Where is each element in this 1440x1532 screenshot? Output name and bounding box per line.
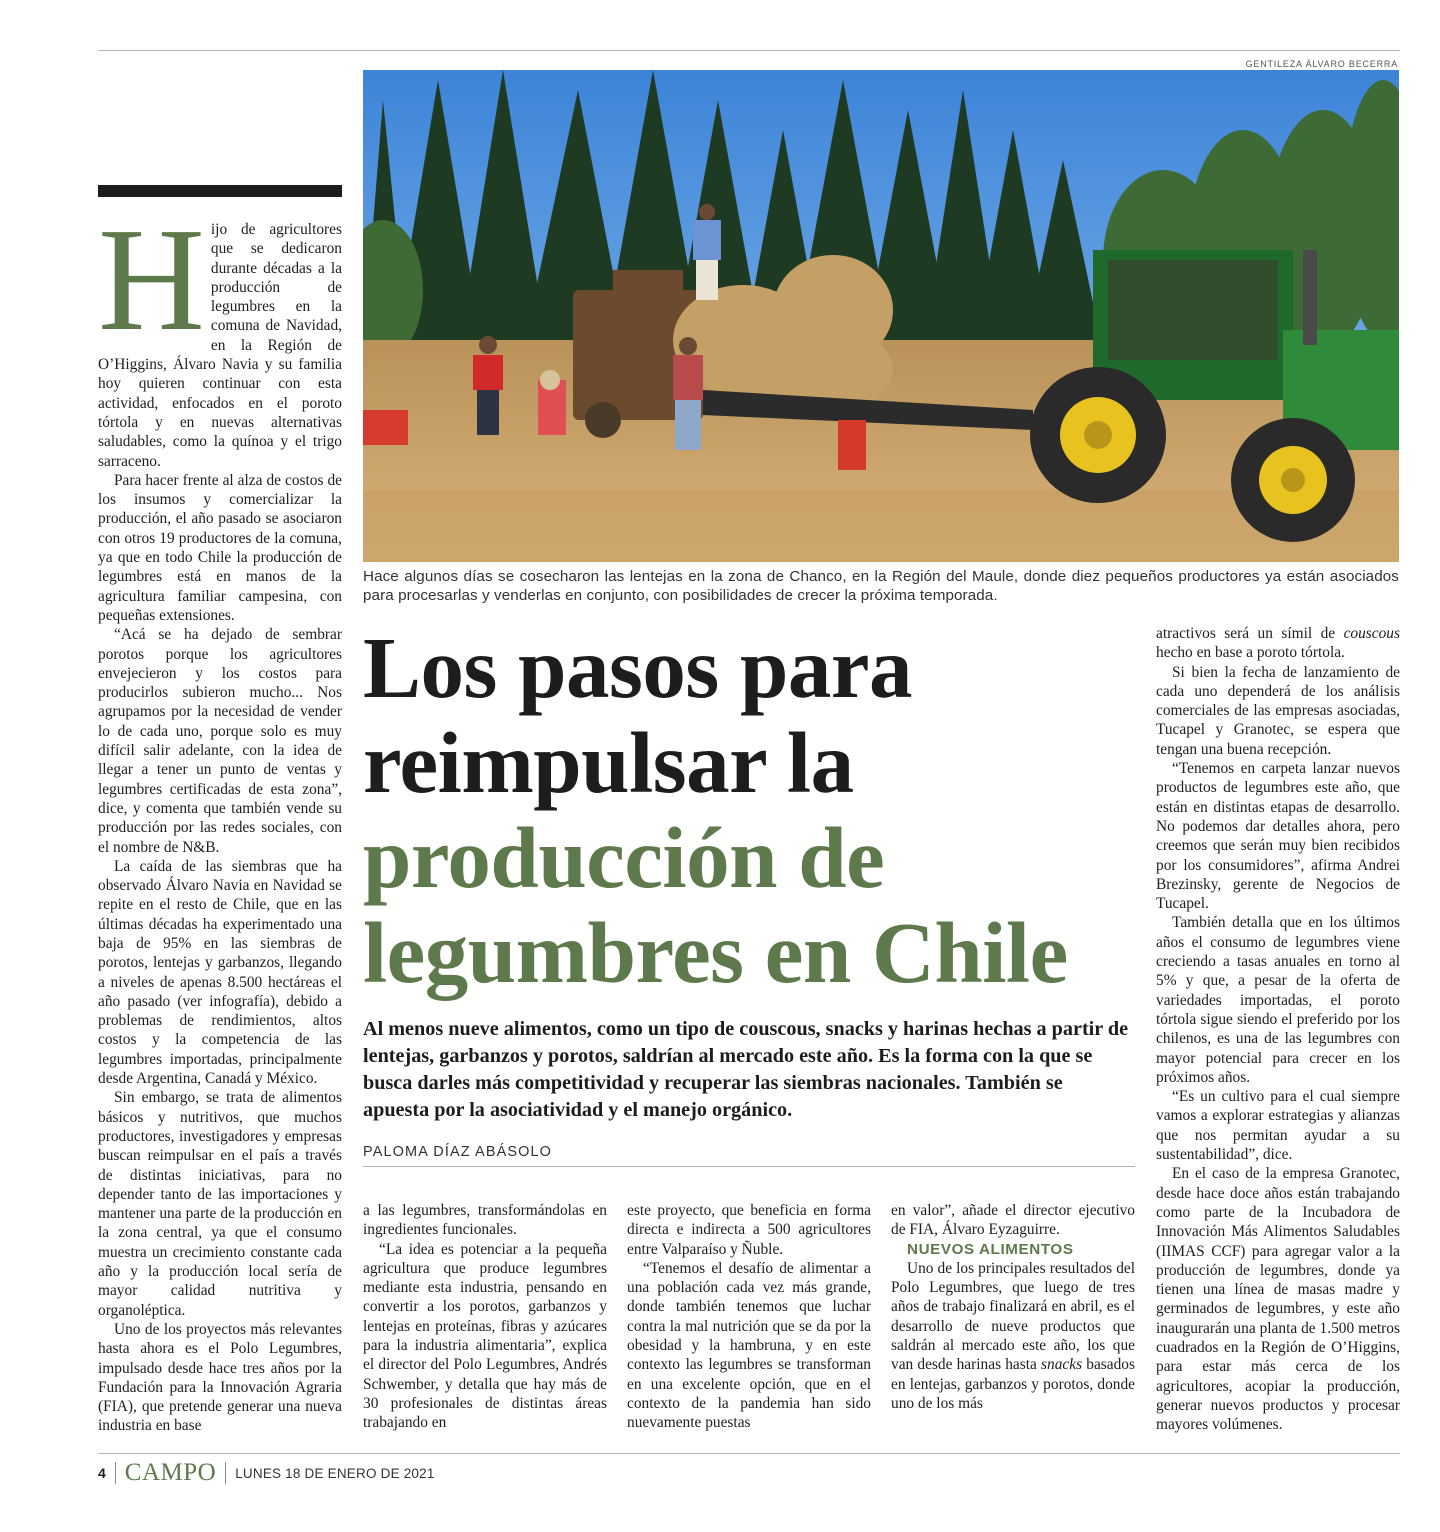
- paragraph: Uno de los proyectos más relevantes hasta ahora es el Polo Legumbres, impulsado desde hace tres años por la Fundación para la Innovación Agraria (FIA), que pretende generar una nueva industria en base: [98, 1320, 342, 1435]
- paragraph: a las legumbres, transformándolas en ingredientes funcionales.: [363, 1202, 607, 1239]
- paragraph: Sin embargo, se trata de alimentos básicos y nutritivos, que muchos productores, investigadores y empresas buscan reimpulsar en el país a través de distintas iniciativas, para no depender tanto de las importaciones y mantener una parte de la producción en la zona central, ya que el consumo muestra un crecimiento constante cada año y la producción local sería de mayor calidad nutritiva y organoléptica.: [98, 1089, 342, 1319]
- headline-line-3: producción de: [363, 809, 885, 906]
- photo-credit: GENTILEZA ÁLVARO BECERRA: [1245, 59, 1398, 69]
- headline-line-2: reimpulsar la: [363, 714, 854, 811]
- article-column-2: [363, 1201, 607, 1433]
- article-column-3: [627, 1201, 871, 1433]
- text-run: Uno de los principales resultados del Polo Legumbres, que luego de tres años de trabajo finalizará en abril, es el desarrollo de nueve productos que saldrán al mercado este año, los que van desde harinas hasta: [891, 1259, 1135, 1374]
- article-column-4: [891, 1201, 1135, 1413]
- paragraph: Si bien la fecha de lanzamiento de cada uno dependerá de los análisis comerciales de las empresas asociadas, Tucapel y Granotec, se espera que tengan una buena recepción.: [1156, 663, 1400, 758]
- paragraph: En el caso de la empresa Granotec, desde hace doce años están trabajando como parte de la Incubadora de Innovación Más Alimentos Saludables (IIMAS CCF) para agregar valor a la producción de legumbres, donde ya tienen una línea de masas madre y germinados de legumbres, y este año inaugurarán una planta de 1.500 metros cuadrados en la Región de O’Higgins, para estar más cerca de los agricultores, acopiar la producción, generar nuevos productos y procesar mayores volúmenes.: [1156, 1165, 1400, 1434]
- subhead: NUEVOS ALIMENTOS: [907, 1240, 1074, 1258]
- issue-date: LUNES 18 DE ENERO DE 2021: [235, 1465, 435, 1481]
- drop-cap: H: [98, 198, 205, 362]
- top-rule: [98, 50, 1400, 51]
- paragraph: La caída de las siembras que ha observado Álvaro Navia en Navidad se repite en el resto de Chile, que en las últimas décadas ha experimentado una baja de 95% en las siembras de porotos, lentejas y garbanzos, llegando a niveles de apenas 8.500 hectáreas el año pasado (ver infografía), debido a problemas de rendimientos, altos costos y la competencia de las legumbres importadas, principalmente desde Argentina, Canadá y México.: [98, 857, 342, 1088]
- text-run: hecho en base a poroto tórtola.: [1156, 644, 1345, 662]
- footer-rule: [98, 1453, 1400, 1454]
- paragraph: “La idea es potenciar a la pequeña agricultura que produce legumbres mediante esta industria, pensando en convertir a los porotos, garbanzos y lentejas en proteínas, fibras y azúcares para la industria alimentaria”, explica el director del Polo Legumbres, Andrés Schwember, y detalla que hay más de 30 profesionales de distintas áreas trabajando en: [363, 1240, 607, 1432]
- paragraph: [1156, 624, 1400, 663]
- text-run: atractivos será un símil de: [1156, 625, 1344, 642]
- deck-summary: Al menos nueve alimentos, como un tipo de couscous, snacks y harinas hechas a partir de lentejas, garbanzos y porotos, saldrían al mercado este año. Es la forma con la que se busca darles más competitividad y recuperar las siembras nacionales. También se apuesta por la asociatividad y el manejo orgánico.: [363, 1018, 1129, 1121]
- article-column-5: [1156, 624, 1400, 1434]
- section-name: CAMPO: [124, 1459, 217, 1486]
- article-column-1: [98, 198, 342, 1436]
- text-run: basados en lentejas, garbanzos y porotos, donde uno de los más: [891, 1356, 1135, 1412]
- headline-line-4: legumbres en Chile: [363, 904, 1068, 1001]
- italic-term: couscous: [1343, 625, 1400, 642]
- paragraph: Para hacer frente al alza de costos de los insumos y comercializar la producción, el año pasado se asociaron con otros 19 productores de la comuna, ya que en todo Chile la producción de legumbres está en manos de la agricultura familiar campesina, con pequeñas extensiones.: [98, 471, 342, 624]
- photo-caption: Hace algunos días se cosecharon las lentejas en la zona de Chanco, en la Región del Maule, donde diez pequeños productores ya están asociados para procesarlas y venderlas en conjunto, con posibilidades de crecer la próxima temporada.: [363, 568, 1399, 604]
- page-footer: [98, 1458, 435, 1488]
- page-number: 4: [98, 1465, 106, 1481]
- paragraph: en valor”, añade el director ejecutivo de FIA, Álvaro Eyzaguirre.: [891, 1202, 1135, 1239]
- headline-line-1: Los pasos para: [363, 619, 912, 716]
- paragraph: “Tenemos el desafío de alimentar a una población cada vez más grande, donde también tenemos que luchar contra la mal nutrición que se da por la obesidad y la hambruna, y en este contexto las legumbres se transforman en una excelente opción, que en el contexto de la pandemia han sido nuevamente puestas: [627, 1259, 871, 1432]
- italic-term: snacks: [1041, 1356, 1083, 1374]
- headline: [363, 620, 1153, 1000]
- harvest-photo: [363, 70, 1399, 562]
- paragraph: “Tenemos en carpeta lanzar nuevos productos de legumbres este año, que están en distintas etapas de desarrollo. No podemos dar detalles ahora, pero creemos que serán muy bien recibidos por los consumidores”, afirma Andrei Brezinsky, gerente de Negocios de Tucapel.: [1156, 760, 1400, 913]
- paragraph: [891, 1259, 1135, 1413]
- column-bar: [98, 185, 342, 197]
- paragraph: ijo de agricultores que se dedicaron durante décadas a la producción de legumbres en la comuna de Navidad, en la Región de O’Higgins, Álvaro Navia y su familia hoy quieren continuar con esta actividad, enfocados en el poroto tórtola y en nuevas alternativas saludables, como la quínoa y el trigo sarraceno.: [98, 221, 342, 470]
- paragraph: “Acá se ha dejado de sembrar porotos porque los agricultores envejecieron y los costos para producirlos subieron mucho... Nos agrupamos por la necesidad de vender lo de cada uno, porque solo es muy difícil salir adelante, con la idea de llegar a tener un punto de ventas y legumbres certificadas de esta zona”, dice, y comenta que también vende su producción por las redes sociales, con el nombre de N&B.: [98, 626, 342, 856]
- footer-divider: [225, 1462, 226, 1484]
- paragraph: “Es un cultivo para el cual siempre vamos a explorar estrategias y alianzas que nos permitan ayudar a su sustentabilidad”, dice.: [1156, 1088, 1400, 1164]
- byline: PALOMA DÍAZ ABÁSOLO: [363, 1144, 1135, 1167]
- footer-divider: [115, 1462, 116, 1484]
- paragraph: este proyecto, que beneficia en forma directa e indirecta a 500 agricultores entre Valparaíso y Ñuble.: [627, 1202, 871, 1258]
- paragraph: También detalla que en los últimos años el consumo de legumbres viene creciendo a tasas anuales en torno al 5% y que, a pesar de la oferta de variedades importadas, el poroto tórtola sigue siendo el preferido por los chilenos, es una de las legumbres con mayor potencial para crecer en los próximos años.: [1156, 914, 1400, 1086]
